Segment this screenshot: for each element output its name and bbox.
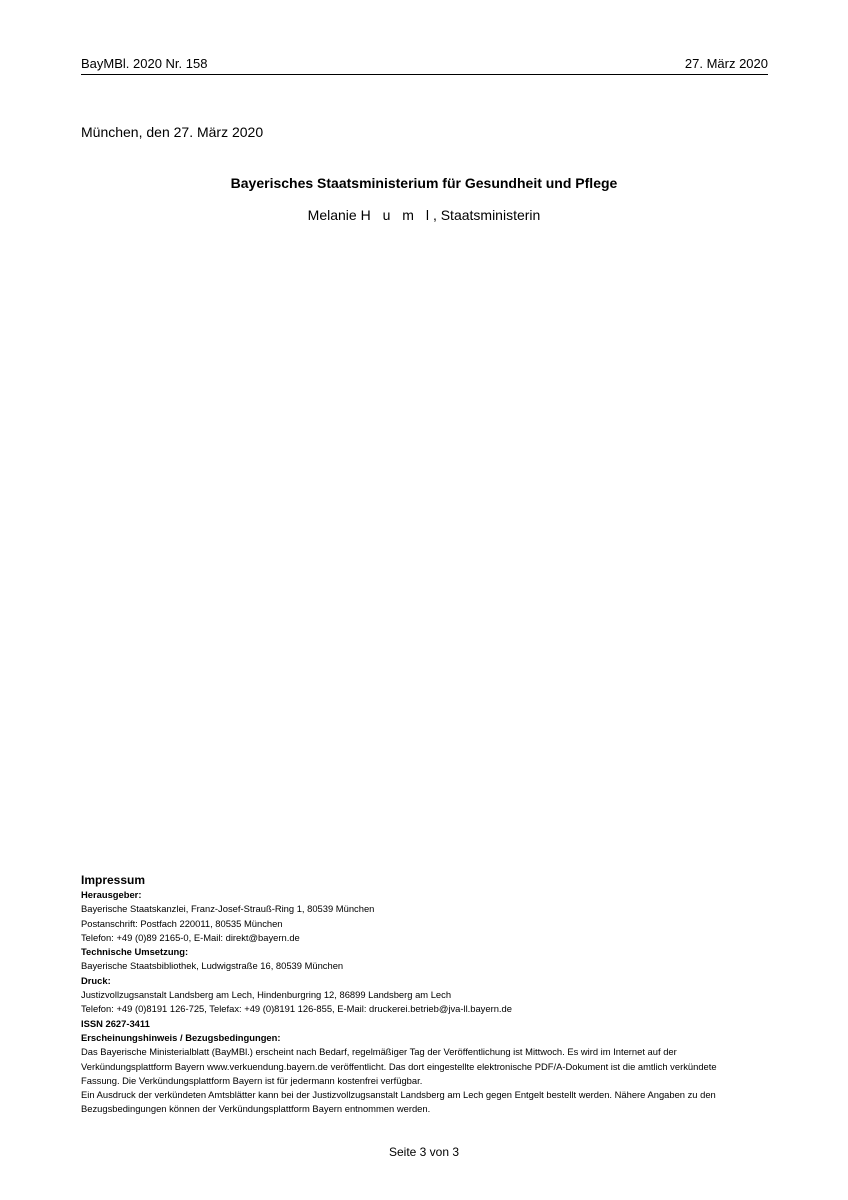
herausgeber-line: Bayerische Staatskanzlei, Franz-Josef-Strauß-Ring 1, 80539 München bbox=[81, 903, 375, 915]
druck-line: Telefon: +49 (0)8191 126-725, Telefax: +49 (0)8191 126-855, E-Mail: druckerei.betrieb@jva-ll.bayern.de bbox=[81, 1003, 512, 1015]
herausgeber-line: Telefon: +49 (0)89 2165-0, E-Mail: direkt@bayern.de bbox=[81, 931, 300, 943]
minister-last-name: H u m l bbox=[360, 207, 433, 223]
technik-label: Technische Umsetzung: bbox=[81, 946, 189, 958]
herausgeber-line: Postanschrift: Postfach 220011, 80535 München bbox=[81, 917, 283, 929]
header-date: 27. März 2020 bbox=[684, 56, 768, 71]
minister-title: , Staatsministerin bbox=[432, 207, 541, 223]
hinweis-line: Verkündungsplattform Bayern www.verkuendung.bayern.de veröffentlicht. Das dort eingestellte elektronische PDF/A-Dokument ist die amtlich verkündete bbox=[81, 1060, 717, 1072]
issn: ISSN 2627-3411 bbox=[81, 1017, 150, 1029]
druck-label: Druck: bbox=[81, 974, 111, 986]
hinweis-line: Ein Ausdruck der verkündeten Amtsblätter kann bei der Justizvollzugsanstalt Landsberg am Lech gegen Entgelt bestellt werden. Nähere Angaben zu den bbox=[81, 1089, 716, 1101]
hinweis-line: Das Bayerische Ministerialblatt (BayMBl.) erscheint nach Bedarf, regelmäßiger Tag der Veröffentlichung ist Mittwoch. Es wird im Internet auf der bbox=[81, 1046, 677, 1058]
hinweis-label: Erscheinungshinweis / Bezugsbedingungen: bbox=[81, 1031, 281, 1043]
hinweis-line: Bezugsbedingungen können der Verkündungsplattform Bayern entnommen werden. bbox=[81, 1103, 431, 1115]
page-number: Seite 3 von 3 bbox=[388, 1145, 460, 1159]
druck-line: Justizvollzugsanstalt Landsberg am Lech, Hindenburgring 12, 86899 Landsberg am Lech bbox=[81, 989, 452, 1001]
hinweis-line: Fassung. Die Verkündungsplattform Bayern ist für jedermann kostenfrei verfügbar. bbox=[81, 1074, 423, 1086]
herausgeber-label: Herausgeber: bbox=[81, 889, 142, 900]
gazette-reference: BayMBl. 2020 Nr. 158 bbox=[81, 56, 208, 71]
ministry-name: Bayerisches Staatsministerium für Gesundheit und Pflege bbox=[230, 175, 618, 191]
minister-first-name: Melanie bbox=[307, 207, 357, 223]
place-date: München, den 27. März 2020 bbox=[81, 124, 264, 140]
page-header bbox=[81, 56, 768, 75]
minister-signature bbox=[0, 207, 848, 223]
impressum bbox=[81, 872, 771, 1117]
impressum-title: Impressum bbox=[81, 873, 146, 887]
technik-line: Bayerische Staatsbibliothek, Ludwigstraße 16, 80539 München bbox=[81, 960, 344, 972]
